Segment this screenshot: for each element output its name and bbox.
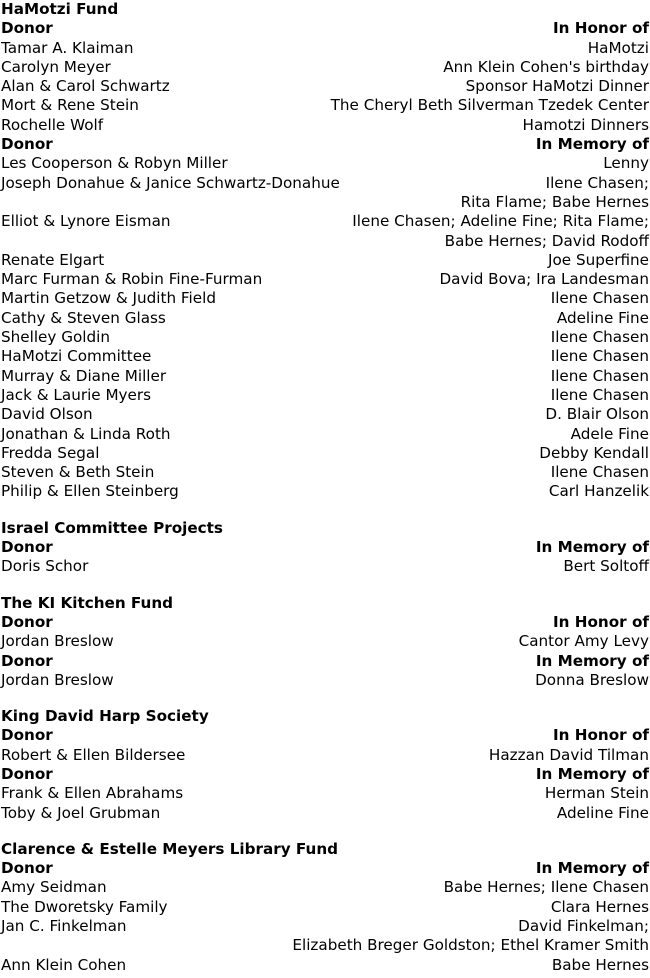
tribute-name: The Cheryl Beth Silverman Tzedek Center: [330, 96, 649, 115]
tribute-name-continued: Babe Hernes; David Rodoff: [444, 231, 649, 250]
donor-column-header: Donor: [1, 859, 53, 878]
donation-row: [1, 309, 649, 328]
donor-column-header: Donor: [1, 538, 53, 557]
tribute-name-continued: Rita Flame; Babe Hernes: [460, 192, 649, 211]
donor-name: Jan C. Finkelman: [1, 917, 127, 936]
donation-row: [1, 39, 649, 58]
tribute-column-header: In Memory of: [535, 651, 649, 670]
donation-list-document: [1, 0, 649, 975]
donor-name: Toby & Joel Grubman: [1, 803, 161, 822]
donation-row: [1, 212, 649, 231]
fund-section: [1, 840, 649, 975]
tribute-name: Ilene Chasen: [550, 385, 649, 404]
donor-name: Renate Elgart: [1, 250, 105, 269]
tribute-name: Debby Kendall: [539, 443, 649, 462]
tribute-column-header: In Honor of: [553, 612, 649, 631]
column-header-row: [1, 135, 649, 154]
donor-name: David Olson: [1, 405, 93, 424]
column-header-row: [1, 19, 649, 38]
donation-row: [1, 444, 649, 463]
donor-name: Marc Furman & Robin Fine-Furman: [1, 270, 263, 289]
column-header-row: [1, 765, 649, 784]
donation-row: [1, 956, 649, 975]
tribute-name: Hamotzi Dinners: [522, 115, 649, 134]
donation-row: [1, 367, 649, 386]
tribute-name: Adele Fine: [570, 424, 649, 443]
section-spacer: [1, 502, 649, 519]
tribute-name: Adeline Fine: [556, 308, 649, 327]
donor-name: Carolyn Meyer: [1, 57, 111, 76]
donor-name: Jack & Laurie Myers: [1, 385, 152, 404]
section-title: Clarence & Estelle Meyers Library Fund: [1, 839, 339, 858]
tribute-name: Joe Superfine: [548, 250, 649, 269]
donor-name: Philip & Ellen Steinberg: [1, 482, 179, 501]
donation-row: [1, 347, 649, 366]
tribute-column-header: In Honor of: [553, 19, 649, 38]
donation-row: [1, 671, 649, 690]
tribute-name: Bert Soltoff: [563, 557, 649, 576]
tribute-name: Ilene Chasen: [550, 289, 649, 308]
column-header-row: [1, 613, 649, 632]
donor-name: Elliot & Lynore Eisman: [1, 212, 171, 231]
donation-row: [1, 746, 649, 765]
tribute-name: Ilene Chasen;: [545, 173, 649, 192]
fund-section: [1, 0, 649, 502]
section-title: HaMotzi Fund: [1, 0, 119, 18]
donor-column-header: Donor: [1, 726, 53, 745]
section-title: King David Harp Society: [1, 707, 209, 726]
tribute-name: Ilene Chasen: [550, 366, 649, 385]
donation-row: [1, 174, 649, 193]
donor-column-header: Donor: [1, 764, 53, 783]
tribute-column-header: In Memory of: [535, 538, 649, 557]
donor-name: Jordan Breslow: [1, 670, 114, 689]
tribute-name: Donna Breslow: [535, 670, 649, 689]
donation-row: [1, 386, 649, 405]
donation-row: [1, 270, 649, 289]
donor-name: Jonathan & Linda Roth: [1, 424, 171, 443]
donation-row: [1, 154, 649, 173]
donor-name: Martin Getzow & Judith Field: [1, 289, 216, 308]
tribute-name: Sponsor HaMotzi Dinner: [465, 77, 649, 96]
column-header-row: [1, 652, 649, 671]
tribute-name: David Finkelman;: [518, 917, 649, 936]
donor-name: Robert & Ellen Bildersee: [1, 745, 186, 764]
donation-row: [1, 878, 649, 897]
tribute-name: Lenny: [603, 154, 649, 173]
donation-row: [1, 463, 649, 482]
tribute-name: David Bova; Ira Landesman: [439, 270, 649, 289]
donation-row: [1, 898, 649, 917]
section-title: The KI Kitchen Fund: [1, 593, 174, 612]
donor-name: Tamar A. Klaiman: [1, 38, 134, 57]
donation-row: [1, 804, 649, 823]
tribute-name: Clara Hernes: [550, 897, 649, 916]
tribute-name: D. Blair Olson: [545, 405, 649, 424]
donor-column-header: Donor: [1, 19, 53, 38]
donation-row: [1, 58, 649, 77]
donor-name: Alan & Carol Schwartz: [1, 77, 170, 96]
column-header-row: [1, 726, 649, 745]
fund-section: [1, 707, 649, 823]
donor-name: Mort & Rene Stein: [1, 96, 139, 115]
donation-row: [1, 77, 649, 96]
tribute-name: Ilene Chasen: [550, 328, 649, 347]
donation-row: [1, 557, 649, 576]
donor-name: HaMotzi Committee: [1, 347, 152, 366]
tribute-name: HaMotzi: [587, 38, 649, 57]
donation-row: [1, 425, 649, 444]
donation-row: [1, 482, 649, 501]
fund-section: [1, 594, 649, 690]
donor-name: Steven & Beth Stein: [1, 463, 155, 482]
donor-name: Les Cooperson & Robyn Miller: [1, 154, 228, 173]
donor-name: Rochelle Wolf: [1, 115, 104, 134]
tribute-column-header: In Memory of: [535, 135, 649, 154]
tribute-name: Adeline Fine: [556, 803, 649, 822]
tribute-column-header: In Memory of: [535, 859, 649, 878]
donation-row: [1, 116, 649, 135]
tribute-name: Ilene Chasen: [550, 347, 649, 366]
donor-name: The Dworetsky Family: [1, 897, 168, 916]
donor-name: Jordan Breslow: [1, 632, 114, 651]
donor-name: Joseph Donahue & Janice Schwartz-Donahue: [1, 173, 340, 192]
donation-row: [1, 328, 649, 347]
donor-name: Frank & Ellen Abrahams: [1, 784, 184, 803]
tribute-name: Herman Stein: [544, 784, 649, 803]
donor-name: Murray & Diane Miller: [1, 366, 167, 385]
tribute-name: Carl Hanzelik: [548, 482, 649, 501]
section-title: Israel Committee Projects: [1, 518, 223, 537]
donor-name: Doris Schor: [1, 557, 89, 576]
tribute-name: Ilene Chasen; Adeline Fine; Rita Flame;: [352, 212, 649, 231]
tribute-column-header: In Memory of: [535, 764, 649, 783]
section-spacer: [1, 823, 649, 840]
column-header-row: [1, 859, 649, 878]
donor-column-header: Donor: [1, 651, 53, 670]
section-spacer: [1, 577, 649, 594]
donor-name: Fredda Segal: [1, 443, 100, 462]
tribute-name: Hazzan David Tilman: [488, 745, 649, 764]
donor-name: Cathy & Steven Glass: [1, 308, 166, 327]
tribute-column-header: In Honor of: [553, 726, 649, 745]
tribute-name-continued: Elizabeth Breger Goldston; Ethel Kramer Smith: [292, 936, 649, 955]
donor-name: Amy Seidman: [1, 878, 107, 897]
fund-section: [1, 519, 649, 577]
donor-name: Shelley Goldin: [1, 328, 110, 347]
column-header-row: [1, 538, 649, 557]
donation-row: [1, 632, 649, 651]
tribute-name: Babe Hernes: [551, 955, 649, 974]
donation-row: [1, 784, 649, 803]
tribute-name: Babe Hernes; Ilene Chasen: [443, 878, 649, 897]
donor-column-header: Donor: [1, 612, 53, 631]
donor-name: Ann Klein Cohen: [1, 955, 127, 974]
donor-column-header: Donor: [1, 135, 53, 154]
tribute-name: Ann Klein Cohen's birthday: [443, 57, 649, 76]
donation-row: [1, 289, 649, 308]
section-spacer: [1, 690, 649, 707]
donation-row: [1, 96, 649, 115]
donation-row: [1, 251, 649, 270]
tribute-name: Cantor Amy Levy: [518, 632, 649, 651]
tribute-name: Ilene Chasen: [550, 463, 649, 482]
donation-row: [1, 917, 649, 936]
donation-row: [1, 405, 649, 424]
